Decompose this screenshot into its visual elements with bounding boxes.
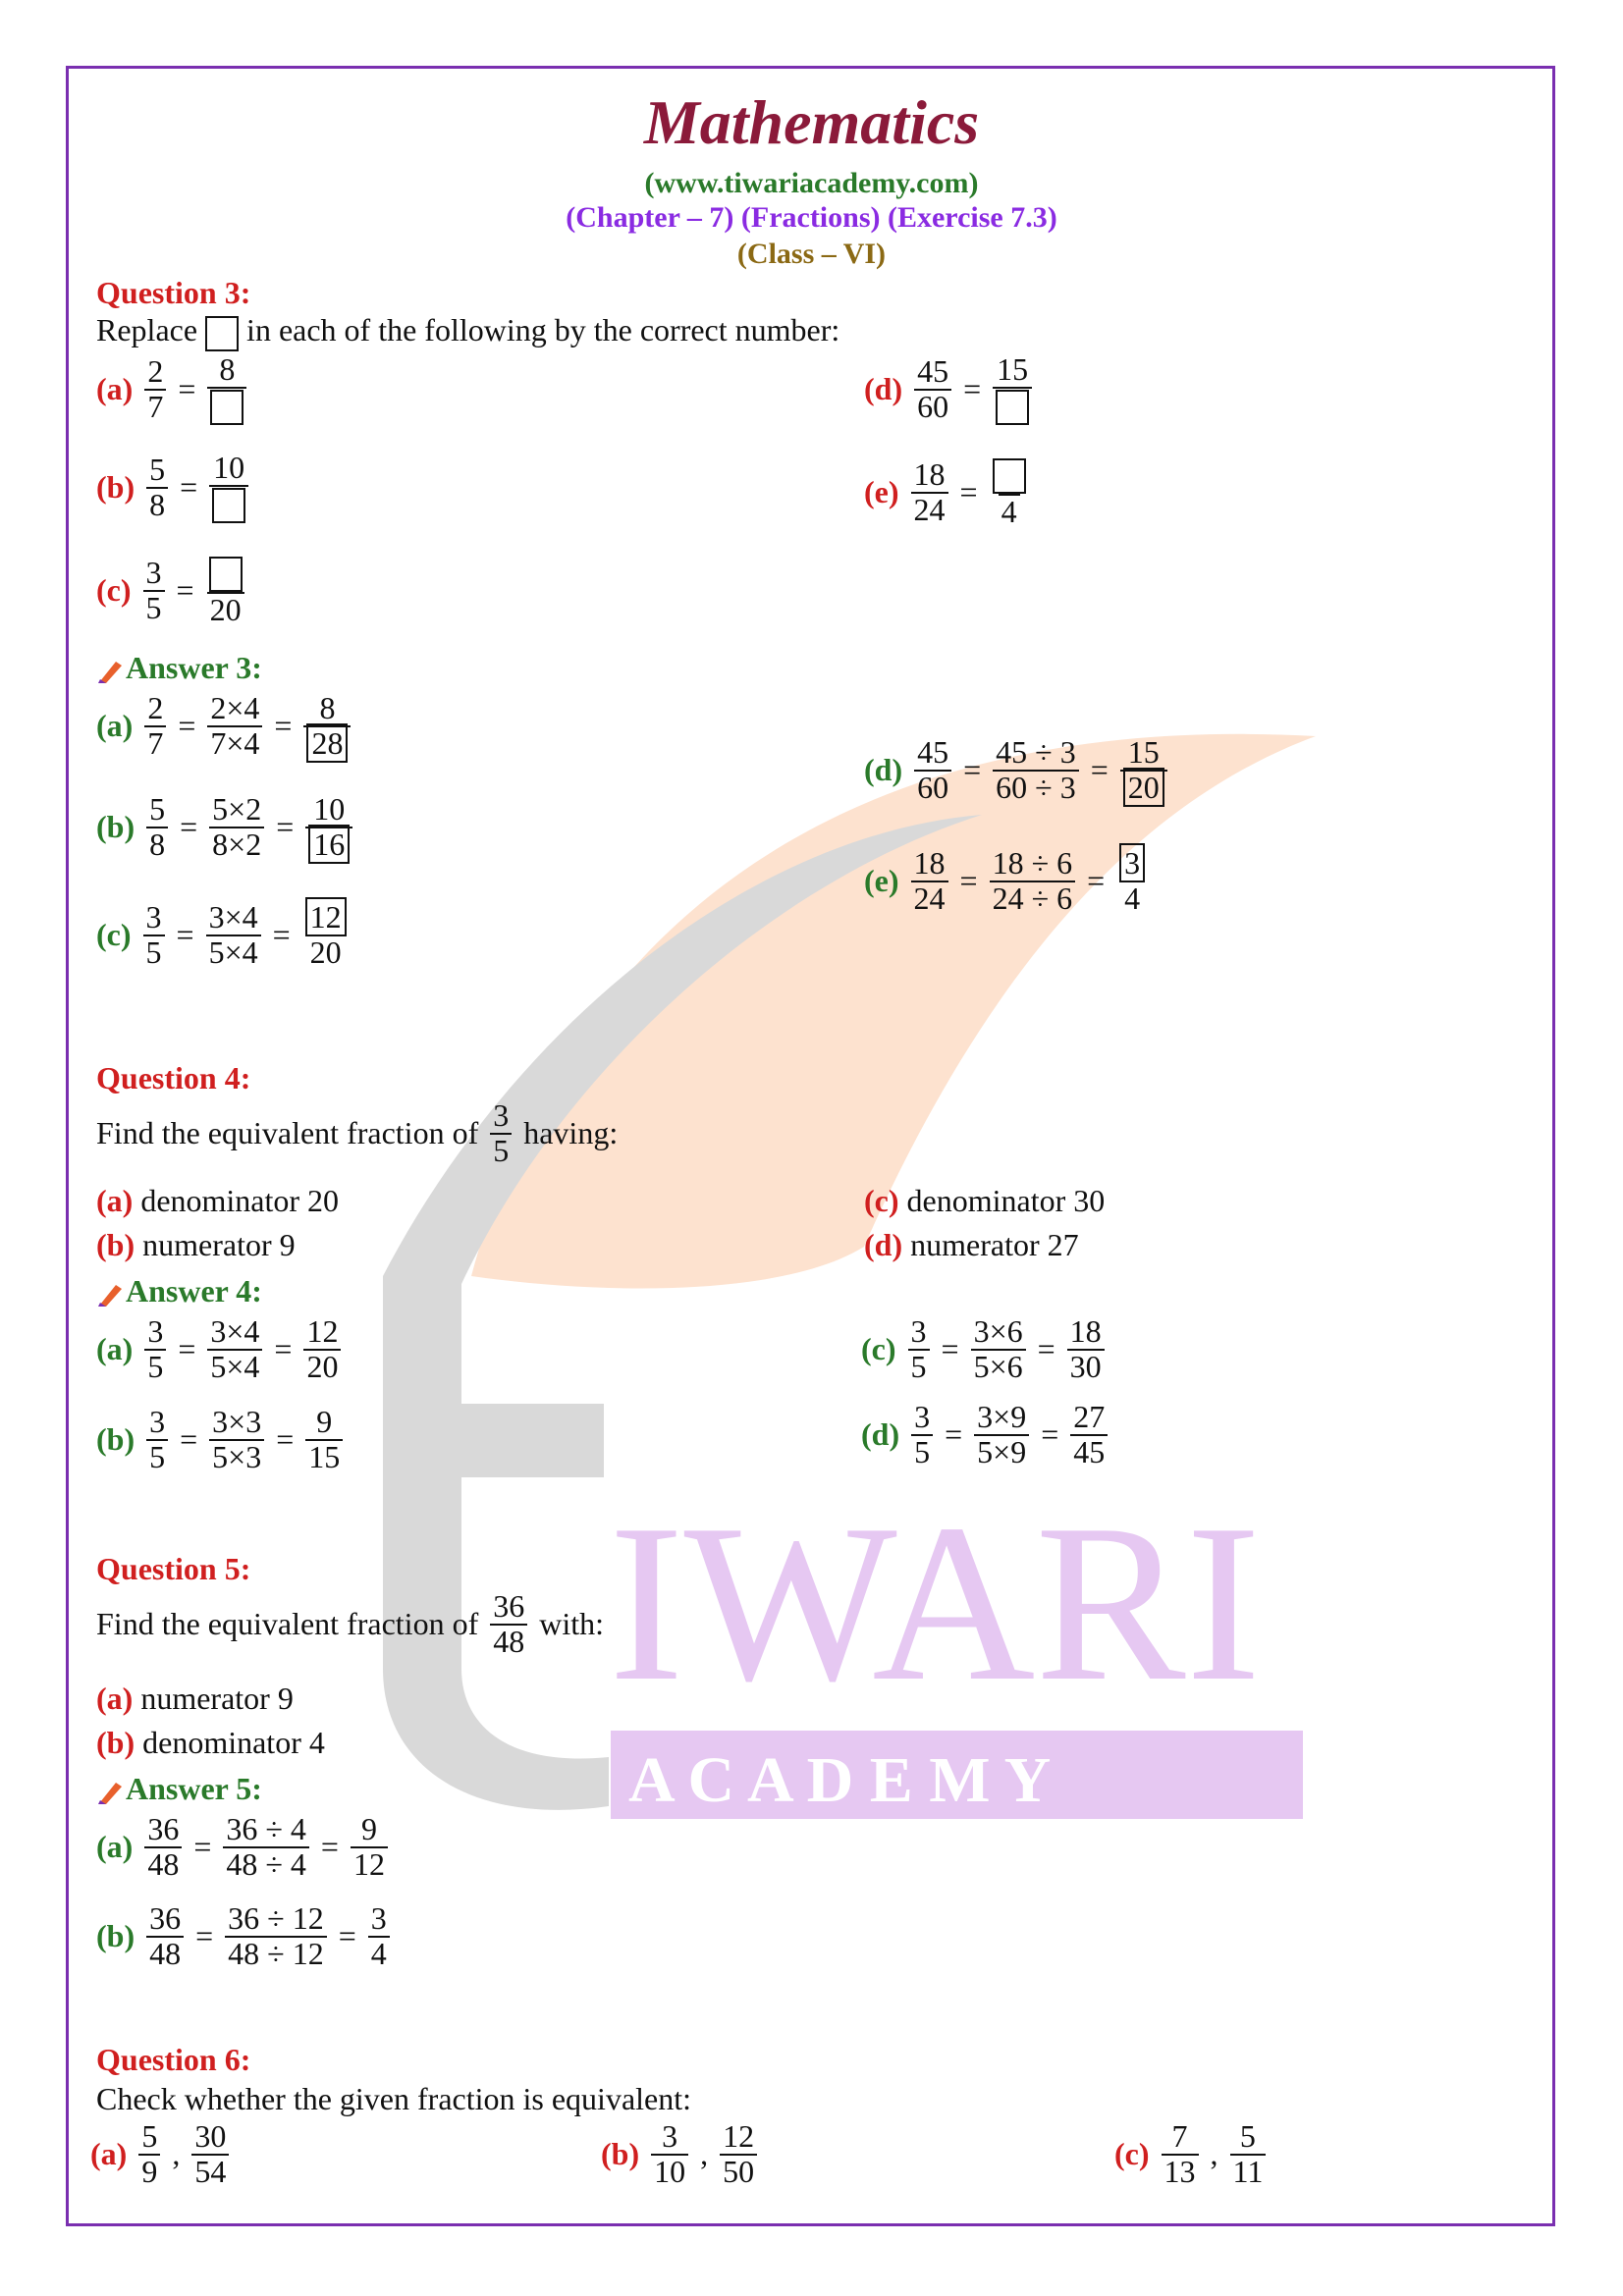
denominator: 24 xyxy=(911,881,948,916)
fraction xyxy=(303,692,351,760)
numerator: 2×4 xyxy=(210,690,260,725)
denominator: 5×3 xyxy=(209,1439,264,1474)
q4-option-d xyxy=(864,1227,1079,1263)
numerator: 5 xyxy=(141,2118,158,2154)
option-text: denominator 30 xyxy=(906,1183,1106,1218)
fraction xyxy=(1162,2120,1199,2188)
question-3-intro xyxy=(96,312,839,351)
denominator: 54 xyxy=(191,2154,229,2189)
q4-option-a xyxy=(96,1183,339,1219)
numerator: 2 xyxy=(147,690,164,725)
option-text: denominator 4 xyxy=(142,1725,325,1760)
label-b: (b) xyxy=(96,809,135,845)
intro-post: having: xyxy=(523,1115,619,1151)
question-6-heading: Question 6: xyxy=(96,2042,251,2077)
denominator: 11 xyxy=(1230,2154,1267,2189)
numerator: 3×4 xyxy=(208,899,258,934)
question-4-heading: Question 4: xyxy=(96,1060,251,1095)
denominator xyxy=(305,827,352,862)
fraction xyxy=(914,736,951,804)
denominator: 24 xyxy=(911,492,948,527)
denominator: 10 xyxy=(651,2154,688,2189)
denominator: 4 xyxy=(1121,881,1143,916)
label-b: (b) xyxy=(96,1227,135,1262)
fraction xyxy=(651,2120,688,2188)
numerator xyxy=(302,901,350,934)
denominator: 60 xyxy=(914,389,951,424)
a4-item-d: (d) $\frac{3}{5}$ = $\frac{3\times 9}{5\times 9}$ = $\frac{27}{45}$ xyxy=(861,1401,1108,1468)
watermark-sub: A C A D E M Y xyxy=(628,1744,1052,1816)
fraction xyxy=(207,1315,262,1383)
option-text: denominator 20 xyxy=(140,1183,340,1218)
answer-box: 16 xyxy=(308,825,350,864)
a4-item-a: (a) $\frac{3}{5}$ = $\frac{3\times 4}{5\times 4}$ = $\frac{12}{20}$ xyxy=(96,1315,341,1383)
option-text: numerator 9 xyxy=(142,1227,296,1262)
fraction xyxy=(209,452,248,523)
label-a: (a) xyxy=(96,1829,134,1865)
fraction xyxy=(1120,736,1167,804)
numerator: 30 xyxy=(194,2118,227,2154)
label-c: (c) xyxy=(1114,2136,1150,2172)
page-title: Mathematics xyxy=(643,87,980,157)
numerator: 5 xyxy=(149,452,166,488)
fraction xyxy=(303,1315,341,1383)
intro-post: in each of the following by the correct number: xyxy=(246,312,840,347)
fraction xyxy=(911,847,948,915)
denominator: 7×4 xyxy=(207,725,262,761)
denominator: 20 xyxy=(307,934,345,970)
blank-box xyxy=(209,557,243,592)
fraction xyxy=(993,353,1032,425)
label-e: (e) xyxy=(864,863,899,899)
denominator: 60 xyxy=(914,770,951,805)
label-a: (a) xyxy=(96,1331,134,1367)
numerator: 3×6 xyxy=(973,1313,1023,1349)
fraction xyxy=(490,1099,512,1167)
q6-item-c: (c) $\frac{7}{13}$ , $\frac{5}{11}$ xyxy=(1114,2120,1266,2188)
blank-box xyxy=(210,390,243,425)
fraction xyxy=(990,456,1029,528)
label-a: (a) xyxy=(96,708,134,744)
fraction xyxy=(146,793,168,861)
pen-icon xyxy=(96,1281,124,1308)
denominator xyxy=(993,387,1032,426)
denominator: 5 xyxy=(146,1439,168,1474)
answer-label: Answer 5: xyxy=(126,1771,262,1806)
denominator: 48 ÷ 4 xyxy=(223,1846,309,1882)
label-a: (a) xyxy=(90,2136,128,2172)
denominator: 48 xyxy=(490,1624,527,1659)
label-b: (b) xyxy=(96,469,135,506)
fraction xyxy=(144,1315,166,1383)
denominator: 45 xyxy=(1070,1434,1108,1469)
denominator: 30 xyxy=(1067,1349,1105,1384)
fraction xyxy=(1116,847,1148,915)
fraction xyxy=(302,901,350,969)
denominator xyxy=(209,485,248,524)
fraction xyxy=(974,1401,1029,1468)
answer-5-heading xyxy=(96,1771,262,1807)
numerator: 3 xyxy=(145,555,162,591)
denominator: 48 xyxy=(144,1846,182,1882)
label-b: (b) xyxy=(96,1725,135,1760)
a3-item-b: (b) $\frac{5}{8}$ = $\frac{5\times 2}{8\times 2}$ = $\frac{10}{16}$ xyxy=(96,793,352,861)
numerator: 45 ÷ 3 xyxy=(996,734,1076,770)
numerator: 36 ÷ 12 xyxy=(228,1900,324,1936)
numerator: 45 xyxy=(917,353,949,390)
fraction xyxy=(993,736,1079,804)
fraction xyxy=(490,1590,527,1658)
blank-box xyxy=(993,458,1026,494)
numerator: 3 xyxy=(370,1900,387,1936)
denominator: 5 xyxy=(143,934,165,970)
denominator: 8 xyxy=(146,487,168,522)
numerator: 18 ÷ 6 xyxy=(992,845,1073,881)
fraction xyxy=(209,1406,264,1473)
numerator: 8 xyxy=(219,351,236,387)
fraction xyxy=(225,1902,327,1970)
a3-item-d: (d) $\frac{45}{60}$ = $\frac{45 \div 3}{60 \div 3}$ = $\frac{15}{20}$ xyxy=(864,736,1167,804)
fraction xyxy=(908,1315,930,1383)
intro-pre: Find the equivalent fraction of xyxy=(96,1606,479,1642)
answer-label: Answer 4: xyxy=(126,1273,262,1308)
denominator: 5 xyxy=(144,1349,166,1384)
denominator: 60 ÷ 3 xyxy=(993,770,1079,805)
fraction xyxy=(207,353,246,425)
q3-item-b: (b) $\frac{5}{8}$ = 10 xyxy=(96,452,248,523)
denominator: 13 xyxy=(1162,2154,1199,2189)
label-a: (a) xyxy=(96,371,134,407)
numerator xyxy=(1116,847,1148,881)
numerator: 5 xyxy=(1239,2118,1256,2154)
numerator: 9 xyxy=(360,1811,377,1846)
class-line: (Class – VI) xyxy=(736,238,887,270)
a5-item-b: (b) $\frac{36}{48}$ = $\frac{36 \div 12}{48 \div 12}$ = $\frac{3}{4}$ xyxy=(96,1902,390,1970)
numerator: 10 xyxy=(313,791,346,827)
q3-item-e: (e) $\frac{18}{24}$ = 4 xyxy=(864,456,1029,528)
denominator: 8 xyxy=(146,827,168,862)
a3-item-e: (e) $\frac{18}{24}$ = $\frac{18 \div 6}{24 \div 6}$ = $\frac{3}{4}$ xyxy=(864,847,1148,915)
label-e: (e) xyxy=(864,474,899,510)
fraction xyxy=(1067,1315,1105,1383)
denominator: 48 ÷ 12 xyxy=(225,1936,327,1971)
fraction xyxy=(206,555,245,626)
numerator: 8 xyxy=(319,690,336,725)
numerator: 18 xyxy=(913,456,946,493)
watermark-word: IWARI xyxy=(609,1477,1262,1728)
fraction xyxy=(305,1406,343,1473)
denominator: 5 xyxy=(908,1349,930,1384)
denominator: 4 xyxy=(999,494,1020,529)
numerator: 3 xyxy=(910,1313,927,1349)
numerator: 3×9 xyxy=(977,1399,1027,1434)
q5-option-a xyxy=(96,1681,294,1717)
denominator: 5×9 xyxy=(974,1434,1029,1469)
numerator: 18 xyxy=(1069,1313,1102,1349)
label-c: (c) xyxy=(864,1183,899,1218)
fraction xyxy=(990,847,1076,915)
label-c: (c) xyxy=(96,572,132,609)
denominator: 9 xyxy=(138,2154,160,2189)
numerator: 9 xyxy=(316,1404,333,1439)
denominator: 7 xyxy=(144,389,166,424)
denominator: 5×4 xyxy=(207,1349,262,1384)
denominator: 48 xyxy=(146,1936,184,1971)
denominator: 5×6 xyxy=(971,1349,1026,1384)
question-3-heading: Question 3: xyxy=(96,275,251,310)
question-4-intro xyxy=(96,1099,618,1167)
a4-item-c: (c) $\frac{3}{5}$ = $\frac{3\times 6}{5\times 6}$ = $\frac{18}{30}$ xyxy=(861,1315,1105,1383)
fraction xyxy=(144,1813,182,1881)
answer-box: 3 xyxy=(1119,843,1145,882)
denominator: 15 xyxy=(305,1439,343,1474)
numerator: 12 xyxy=(723,2118,755,2154)
numerator: 12 xyxy=(306,1313,339,1349)
answer-3-heading xyxy=(96,650,262,686)
numerator: 3 xyxy=(662,2118,678,2154)
numerator xyxy=(206,555,245,592)
numerator: 27 xyxy=(1073,1399,1106,1434)
numerator: 3×3 xyxy=(212,1404,262,1439)
fraction xyxy=(143,901,165,969)
denominator: 5×4 xyxy=(206,934,261,970)
answer-box: 20 xyxy=(1123,768,1164,807)
numerator: 3×4 xyxy=(210,1313,260,1349)
numerator: 36 xyxy=(493,1588,525,1624)
denominator: 50 xyxy=(720,2154,757,2189)
numerator: 7 xyxy=(1171,2118,1188,2154)
denominator xyxy=(207,387,246,426)
intro-pre: Replace xyxy=(96,312,198,347)
numerator: 5 xyxy=(149,791,166,827)
denominator: 20 xyxy=(303,1349,341,1384)
fraction xyxy=(223,1813,309,1881)
label-c: (c) xyxy=(96,917,132,953)
denominator xyxy=(303,725,351,761)
denominator: 5 xyxy=(490,1133,512,1168)
fraction xyxy=(351,1813,388,1881)
a3-item-a: (a) $\frac{2}{7}$ = $\frac{2\times 4}{7\times 4}$ = $\frac{8}{28}$ xyxy=(96,692,351,760)
fraction xyxy=(1230,2120,1267,2188)
answer-box: 28 xyxy=(306,723,348,763)
answer-box: 12 xyxy=(305,897,347,936)
fraction xyxy=(1070,1401,1108,1468)
fraction xyxy=(207,692,262,760)
option-text: numerator 27 xyxy=(910,1227,1079,1262)
pen-icon xyxy=(96,1779,124,1806)
label-d: (d) xyxy=(864,752,903,788)
numerator: 3 xyxy=(914,1399,931,1434)
option-text: numerator 9 xyxy=(140,1681,294,1716)
fraction xyxy=(146,1902,184,1970)
a5-item-a: (a) $\frac{36}{48}$ = $\frac{36 \div 4}{48 \div 4}$ = $\frac{9}{12}$ xyxy=(96,1813,388,1881)
denominator: 20 xyxy=(207,592,244,627)
fraction xyxy=(206,901,261,969)
q4-option-c xyxy=(864,1183,1105,1219)
numerator: 15 xyxy=(997,351,1029,387)
q6-item-a: (a) $\frac{5}{9}$ , $\frac{30}{54}$ xyxy=(90,2120,229,2188)
q3-item-d: (d) $\frac{45}{60}$ = 15 xyxy=(864,353,1032,425)
fraction xyxy=(971,1315,1026,1383)
label-a: (a) xyxy=(96,1681,134,1716)
label-d: (d) xyxy=(861,1416,900,1453)
fraction xyxy=(146,454,168,521)
blank-box xyxy=(212,488,245,523)
q3-item-c: (c) $\frac{3}{5}$ = 20 xyxy=(96,555,245,626)
fraction xyxy=(368,1902,390,1970)
denominator: 4 xyxy=(368,1936,390,1971)
question-5-intro xyxy=(96,1590,604,1658)
denominator: 24 ÷ 6 xyxy=(990,881,1076,916)
chapter-line: (Chapter – 7) (Fractions) (Exercise 7.3) xyxy=(566,201,1057,234)
numerator: 18 xyxy=(913,845,946,881)
denominator: 12 xyxy=(351,1846,388,1882)
blank-box xyxy=(996,390,1029,425)
fraction xyxy=(146,1406,168,1473)
fraction xyxy=(209,793,264,861)
fraction xyxy=(191,2120,229,2188)
blank-box xyxy=(205,316,239,351)
denominator: 8×2 xyxy=(209,827,264,862)
numerator: 3 xyxy=(493,1097,510,1133)
denominator xyxy=(1120,770,1167,805)
fraction xyxy=(138,2120,160,2188)
q4-option-b xyxy=(96,1227,296,1263)
fraction xyxy=(911,458,948,526)
q6-item-b: (b) $\frac{3}{10}$ , $\frac{12}{50}$ xyxy=(601,2120,757,2188)
label-d: (d) xyxy=(864,371,903,407)
numerator: 10 xyxy=(213,450,245,485)
fraction xyxy=(914,355,951,423)
numerator: 36 xyxy=(147,1811,180,1846)
label-d: (d) xyxy=(864,1227,903,1262)
q3-item-a: (a) $\frac{2}{7}$ = 8 xyxy=(96,353,246,425)
answer-label: Answer 3: xyxy=(126,650,262,685)
denominator: 5 xyxy=(911,1434,933,1469)
fraction xyxy=(720,2120,757,2188)
label-b: (b) xyxy=(96,1421,135,1458)
q5-option-b xyxy=(96,1725,325,1761)
website-url[interactable]: (www.tiwariacademy.com) xyxy=(644,167,979,199)
pen-icon xyxy=(96,658,124,685)
question-6-intro: Check whether the given fraction is equivalent: xyxy=(96,2081,692,2116)
intro-post: with: xyxy=(539,1606,604,1642)
numerator: 2 xyxy=(147,353,164,390)
label-a: (a) xyxy=(96,1183,134,1218)
numerator: 36 xyxy=(149,1900,182,1936)
fraction xyxy=(305,793,352,861)
numerator: 3 xyxy=(147,1313,164,1349)
fraction xyxy=(144,355,166,423)
numerator: 36 ÷ 4 xyxy=(226,1811,306,1846)
a3-item-c: (c) $\frac{3}{5}$ = $\frac{3\times 4}{5\times 4}$ = $\frac{12}{20}$ xyxy=(96,901,350,969)
a4-item-b: (b) $\frac{3}{5}$ = $\frac{3\times 3}{5\times 3}$ = $\frac{9}{15}$ xyxy=(96,1406,343,1473)
label-b: (b) xyxy=(96,1918,135,1954)
numerator: 3 xyxy=(149,1404,166,1439)
question-5-heading: Question 5: xyxy=(96,1551,251,1586)
numerator: 15 xyxy=(1127,734,1160,770)
denominator: 7 xyxy=(144,725,166,761)
numerator xyxy=(990,456,1029,494)
denominator: 5 xyxy=(143,590,165,625)
fraction xyxy=(143,557,165,624)
fraction xyxy=(144,692,166,760)
label-c: (c) xyxy=(861,1331,896,1367)
numerator: 45 xyxy=(917,734,949,770)
answer-4-heading xyxy=(96,1273,262,1309)
numerator: 5×2 xyxy=(212,791,262,827)
label-b: (b) xyxy=(601,2136,640,2172)
intro-pre: Find the equivalent fraction of xyxy=(96,1115,479,1151)
numerator: 3 xyxy=(145,899,162,934)
fraction xyxy=(911,1401,933,1468)
